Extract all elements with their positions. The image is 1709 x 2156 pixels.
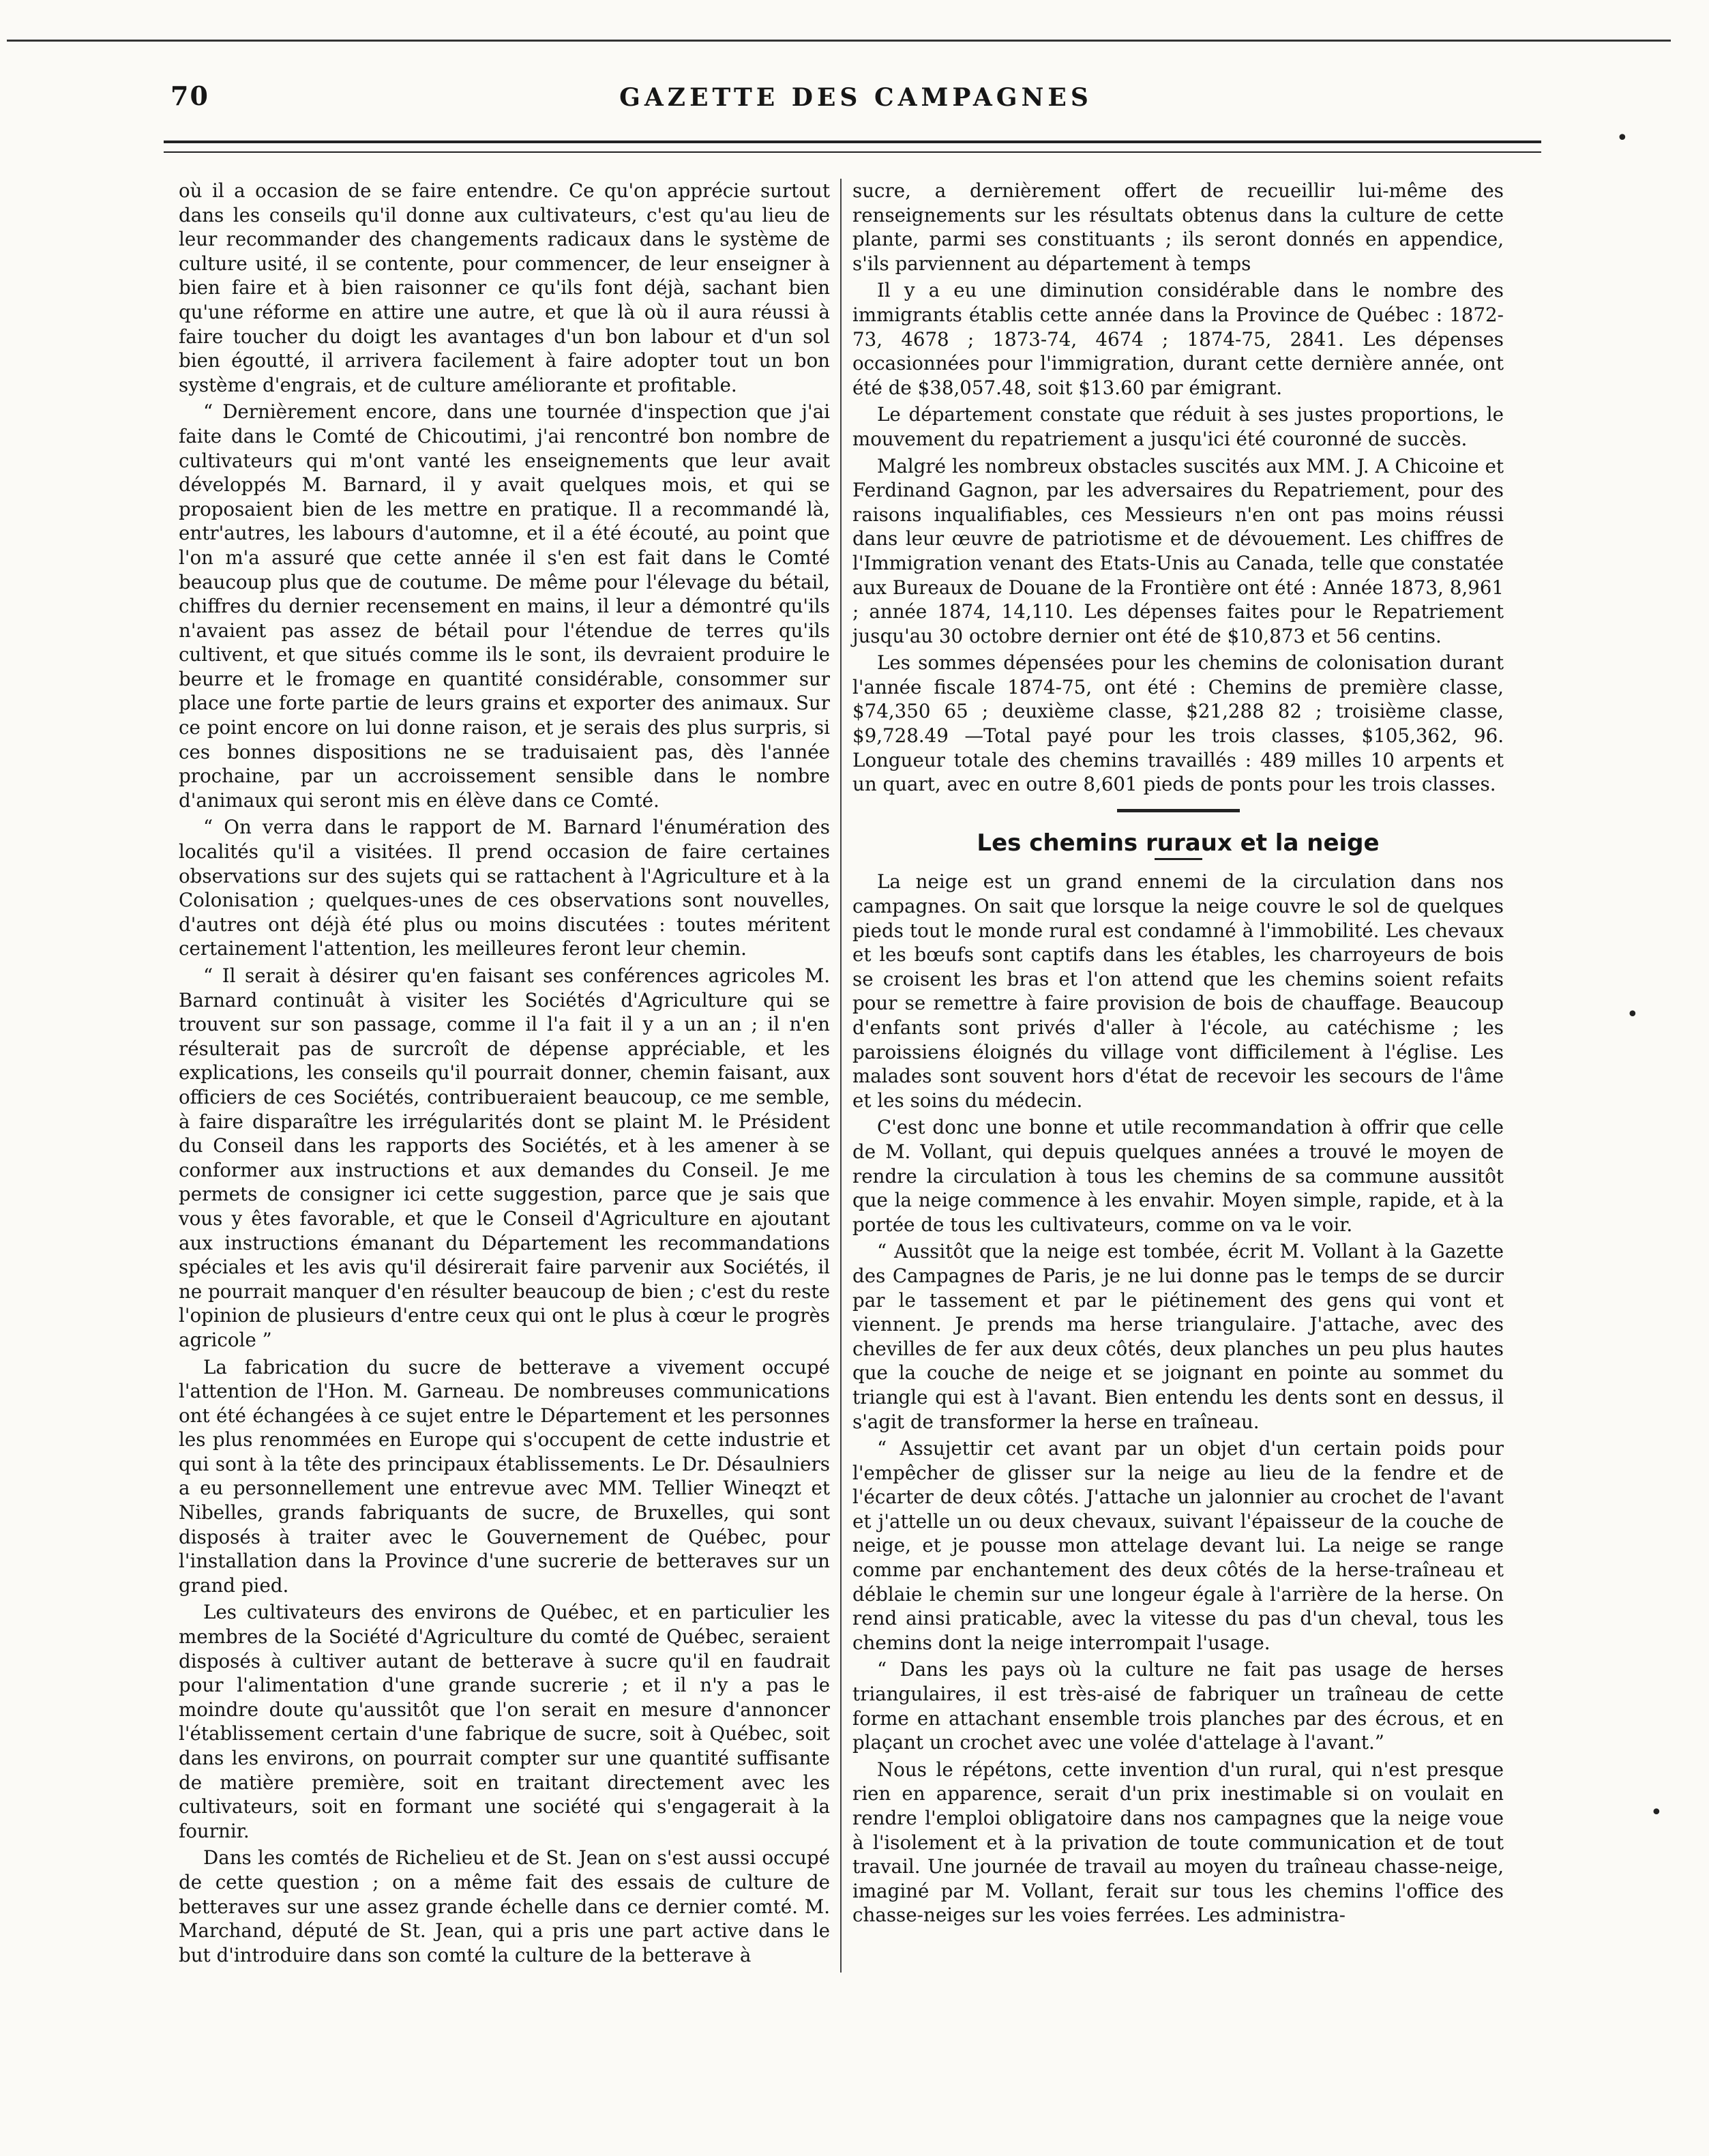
right-paragraph: Il y a eu une diminution considérable dans le nombre des immigrants établis cette année dans la Province de Québec : 1872-73, 4678 ; 1873-74, 4674 ; 1874-75, 2841. Les dépenses occasionnées pour l'immigration, durant cette dernière année, ont été de $38,057.48, soit $13.60 par émigrant.: [852, 279, 1504, 399]
page-number: 70: [170, 80, 209, 111]
running-title: GAZETTE DES CAMPAGNES: [619, 83, 1093, 112]
right-paragraph: Les sommes dépensées pour les chemins de colonisation durant l'année fiscale 1874-75, ont été : Chemins de première classe, $74,350 65 ; deuxième classe, $21,288 82 ; troisième classe, $9,728.49 —Total payé pour les trois classes, $105,362, 96. Longueur totale des chemins travaillés : 489 milles 10 arpents et un quart, avec en outre 8,601 pieds de ponts pour les trois classes.: [852, 651, 1504, 796]
ink-speck: •: [1626, 1003, 1639, 1027]
right-column: [852, 179, 1504, 1930]
ink-speck: •: [1650, 1801, 1663, 1825]
left-paragraph: Les cultivateurs des environs de Québec, et en particulier les membres de la Société d'Agriculture du comté de Québec, seraient disposés à cultiver autant de betterave à sucre qu'il en faudrait pour l'alimentation d'une grande sucrerie ; et il n'y a pas le moindre doute qu'aussitôt que l'on serait en mesure d'annoncer l'établissement certain d'une fabrique de sucre, soit à Québec, soit dans les environs, on pourrait compter sur une quantité suffisante de matière première, soit en traitant directement avec les cultivateurs, soit en formant une société qui s'engagerait à la fournir.: [179, 1601, 830, 1842]
header-rule: [164, 141, 1541, 153]
section-heading: Les chemins ruraux et la neige: [977, 829, 1380, 857]
right-paragraph: C'est donc une bonne et utile recommandation à offrir que celle de M. Vollant, qui depuis quelques années a trouvé le moyen de rendre la circulation à tous les chemins de sa commune aussitôt que la neige commence à les envahir. Moyen simple, rapide, et à la portée de tous les cultivateurs, comme on va le voir.: [852, 1116, 1504, 1236]
page-top-rule: [7, 40, 1671, 42]
section-rule-bottom: [1155, 858, 1202, 860]
ink-speck: •: [1616, 126, 1629, 150]
left-paragraph: “ On verra dans le rapport de M. Barnard l'énumération des localités qu'il a visitées. Il prend occasion de faire certaines observations sur des sujets qui se rattachent à l'Agriculture et à la Colonisation ; quelques-unes de ces observations sont nouvelles, d'autres ont déjà été plus ou moins discutées : toutes méritent certainement l'attention, les meilleures feront leur chemin.: [179, 816, 830, 960]
right-paragraph: “ Assujettir cet avant par un objet d'un certain poids pour l'empêcher de glisser sur la neige au lieu de la fendre et de l'écarter de deux côtés. J'attache un jalonnier au crochet de l'avant et j'attelle un ou deux chevaux, suivant l'épaisseur de la couche de neige, et je pousse mon attelage devant lui. La neige se range comme par enchantement des deux côtés de la herse-traîneau et déblaie le chemin sur une longeur égale à l'arrière de la herse. On rend ainsi praticable, avec la vitesse du pas d'un cheval, tous les chemins dont la neige interrompait l'usage.: [852, 1437, 1504, 1654]
section-rule-top: [1117, 809, 1240, 812]
right-paragraph: Nous le répétons, cette invention d'un rural, qui n'est presque rien en apparence, serait d'un prix inestimable si on voulait en rendre l'emploi obligatoire dans nos campagnes que la neige voue à l'isolement et à la privation de toute communication et de tout travail. Une journée de travail au moyen du traîneau chasse-neige, imaginé par M. Vollant, ferait sur tous les chemins l'office des chasse-neiges sur les voies ferrées. Les administra-: [852, 1758, 1504, 1927]
page-header: [170, 80, 1541, 121]
left-paragraph: où il a occasion de se faire entendre. Ce qu'on apprécie surtout dans les conseils qu'il donne aux cultivateurs, c'est qu'au lieu de leur recommander des changements radicaux dans le système de culture usité, il se contente, pour commencer, de leur enseigner à bien faire et à bien raisonner ce qu'ils font déjà, sachant bien qu'une réforme en attire une autre, et que là où il aura réussi à faire toucher du doigt les avantages d'un bon labour et d'un sol bien égoutté, il arrivera facilement à faire adopter tout un bon système d'engrais, et de culture améliorante et profitable.: [179, 179, 830, 396]
left-paragraph: La fabrication du sucre de betterave a vivement occupé l'attention de l'Hon. M. Garneau. De nombreuses communications ont été échangées à ce sujet entre le Département et les personnes les plus renommées en Europe qui s'occupent de cette industrie et qui sont à la tête des principaux établissements. Le Dr. Désaulniers a eu personnellement une entrevue avec MM. Tellier Wineqzt et Nibelles, grands fabriquants de sucre, de Bruxelles, qui sont disposés à traiter avec le Gouvernement de Québec, pour l'installation dans la Province d'une sucrerie de betteraves sur un grand pied.: [179, 1355, 830, 1597]
left-paragraph: “ Dernièrement encore, dans une tournée d'inspection que j'ai faite dans le Comté de Chicoutimi, j'ai rencontré bon nombre de cultivateurs qui m'ont vanté les enseignements que leur avait développés M. Barnard, il y avait quelques mois, et qui se proposaient bien de les mettre en pratique. Il a recommandé là, entr'autres, les labours d'automne, et il a été écouté, au point que l'on m'a assuré que cette année il s'en est fait dans le Comté beaucoup plus que de coutume. De même pour l'élevage du bétail, chiffres du dernier recensement en mains, il leur a démontré qu'ils n'avaient pas assez de bétail pour l'étendue de terres qu'ils cultivent, et que situés comme ils le sont, ils devraient produire le beurre et le fromage en quantité considérable, consommer sur place une forte partie de leurs grains et exporter des animaux. Sur ce point encore on lui donne raison, et je serais des plus surpris, si ces bonnes dispositions ne se traduisaient pas, dès l'année prochaine, par un accroissement sensible dans le nombre d'animaux qui seront mis en élève dans ce Comté.: [179, 400, 830, 812]
column-divider: [840, 179, 842, 1973]
right-paragraph: “ Aussitôt que la neige est tombée, écrit M. Vollant à la Gazette des Campagnes de Paris, je ne lui donne pas le temps de se durcir par le tassement et par le piétinement des gens qui vont et viennent. Je prends ma herse triangulaire. J'attache, avec des chevilles de fer aux deux côtés, deux planches un peu plus hautes que la couche de neige et se joignant en pointe au sommet du triangle qui est à l'avant. Bien entendu les dents sont en dessus, il s'agit de transformer la herse en traîneau.: [852, 1240, 1504, 1433]
left-paragraph: “ Il serait à désirer qu'en faisant ses conférences agricoles M. Barnard continuât à visiter les Sociétés d'Agriculture qui se trouvent sur son passage, comme il l'a fait il y a un an ; il n'en résulterait pas de surcroît de dépense appréciable, et les explications, les conseils qu'il pourrait donner, chemin faisant, aux officiers de ces Sociétés, contribueraient beaucoup, ce me semble, à faire disparaître les irrégularités dont se plaint M. le Président du Conseil dans les rapports des Sociétés, et à les amener à se conformer aux instructions et aux demandes du Conseil. Je me permets de consigner ici cette suggestion, parce que je sais que vous y êtes favorable, et que le Conseil d'Agriculture en ajoutant aux instructions émanant du Département les recommandations spéciales et les avis qu'il désirerait faire parvenir aux Sociétés, il ne pourrait manquer d'en résulter beaucoup de bien ; c'est du reste l'opinion de plusieurs d'entre ceux qui ont le plus à cœur le progrès agricole ”: [179, 964, 830, 1351]
left-paragraph: Dans les comtés de Richelieu et de St. Jean on s'est aussi occupé de cette question ; on a même fait des essais de culture de betteraves sur une assez grande échelle dans ce dernier comté. M. Marchand, député de St. Jean, qui a pris une part active dans le but d'introduire dans son comté la culture de la betterave à: [179, 1846, 830, 1966]
right-paragraph: Malgré les nombreux obstacles suscités aux MM. J. A Chicoine et Ferdinand Gagnon, par les adversaires du Repatriement, pour des raisons inqualifiables, ces Messieurs n'en ont pas moins réussi dans leur œuvre de patriotisme et de dévouement. Les chiffres de l'Immigration venant des Etats-Unis au Canada, telle que constatée aux Bureaux de Douane de la Frontière ont été : Année 1873, 8,961 ; année 1874, 14,110. Les dépenses faites pour le Repatriement jusqu'au 30 octobre dernier ont été de $10,873 et 56 centins.: [852, 454, 1504, 647]
left-column: [179, 179, 830, 1970]
right-paragraph: “ Dans les pays où la culture ne fait pas usage de herses triangulaires, il est très-aisé de fabriquer un traîneau de cette forme en attachant ensemble trois planches par des écrous, et en plaçant un crochet avec une volée d'attelage à l'avant.”: [852, 1658, 1504, 1754]
right-paragraph: sucre, a dernièrement offert de recueillir lui-même des renseignements sur les résultats obtenus dans la culture de cette plante, parmi ses constituants ; ils seront donnés en appendice, s'ils parviennent au département à temps: [852, 179, 1504, 275]
right-paragraph: Le département constate que réduit à ses justes proportions, le mouvement du repatriement a jusqu'ici été couronné de succès.: [852, 403, 1504, 450]
right-paragraph: La neige est un grand ennemi de la circulation dans nos campagnes. On sait que lorsque la neige couvre le sol de quelques pieds tout le monde rural est condamné à l'immobilité. Les chevaux et les bœufs sont captifs dans les étables, les charroyeurs de bois se croisent les bras et l'on attend que les chemins soient refaits pour se remettre à faire provision de bois de chauffage. Beaucoup d'enfants sont privés d'aller à l'école, au catéchisme ; les paroissiens éloignés du village vont difficilement à l'église. Les malades sont souvent hors d'état de recevoir les secours de l'âme et les soins du médecin.: [852, 870, 1504, 1112]
